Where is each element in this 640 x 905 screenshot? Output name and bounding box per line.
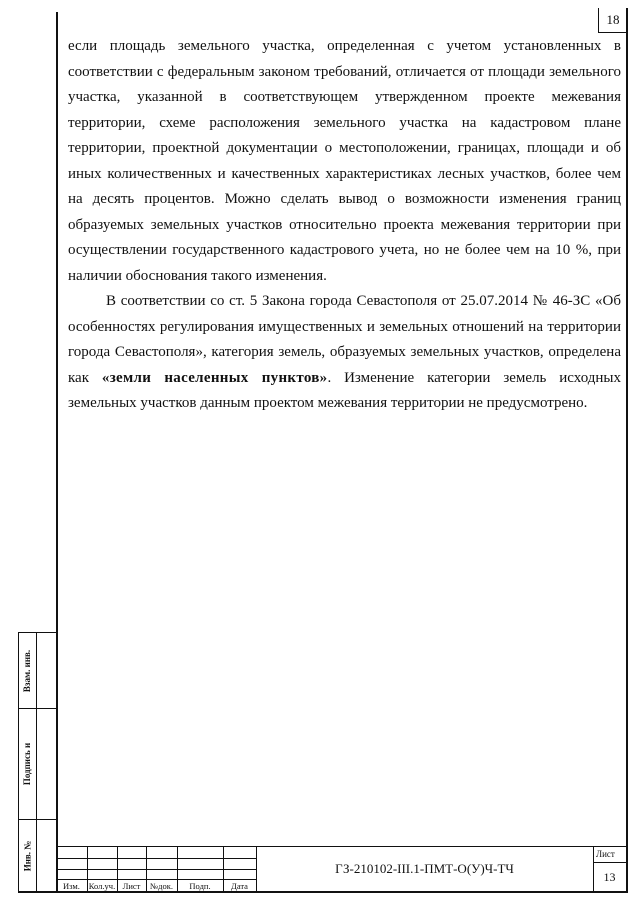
paragraph bbox=[68, 289, 621, 417]
text-run: если площадь земельного участка, определенная с учетом установленных в соответствии с федеральным законом требований, отличается от площади земельного участка, указанной в соответствующем утвержденном проекте межевания территории, схеме расположения земельного участка на кадастровом плане территории, проектной документации о местоположении, границах, площади и об иных количественных и качественных характеристиках лесных участков, более чем на десять процентов. Можно сделать вывод о возможности изменения границ образуемых земельных участков относительно проекта межевания территории при осуществлении государственного кадастрового учета, но не более чем на 10 %, при наличии обоснования такого изменения. bbox=[68, 38, 621, 284]
side-label-replacement-inventory: Взам. инв. bbox=[22, 649, 33, 692]
stamp-header-doc-number: №док. bbox=[150, 880, 173, 891]
sheet-label: Лист bbox=[596, 849, 615, 859]
sheet-number: 13 bbox=[603, 869, 616, 884]
stamp-header-count: Кол.уч. bbox=[88, 880, 116, 891]
stamp-header-change: Изм. bbox=[63, 880, 80, 891]
body-text bbox=[68, 34, 621, 417]
side-label-inventory-number: Инв. № bbox=[22, 840, 32, 871]
bold-text-run: «земли населенных пунктов» bbox=[101, 369, 328, 386]
frame-left-border bbox=[56, 12, 58, 892]
stamp-grid bbox=[56, 846, 256, 892]
stamp-header-sheet: Лист bbox=[122, 880, 141, 891]
page-number: 18 bbox=[598, 8, 627, 33]
side-column-mid-line bbox=[36, 632, 37, 892]
side-label-signature: Подпись и bbox=[22, 742, 33, 786]
stamp-header-signature: Подп. bbox=[189, 880, 211, 891]
text-run: . Изменение категории земель исходных земельных участков данным проектом межевания территории не предусмотрено. bbox=[68, 369, 622, 411]
document-code: ГЗ-210102-III.1-ПМТ-О(У)Ч-ТЧ bbox=[335, 861, 514, 876]
frame-right-border bbox=[626, 8, 628, 892]
paragraph bbox=[68, 34, 621, 289]
text-run: В соответствии со ст. 5 Закона города Севастополя от 25.07.2014 № 46-ЗС «Об особенностях регулирования имущественных и земельных отношений на территории города Севастополя», категория земель, образуемых земельных участков, определена как bbox=[68, 293, 621, 386]
stamp-header-date: Дата bbox=[231, 880, 248, 891]
